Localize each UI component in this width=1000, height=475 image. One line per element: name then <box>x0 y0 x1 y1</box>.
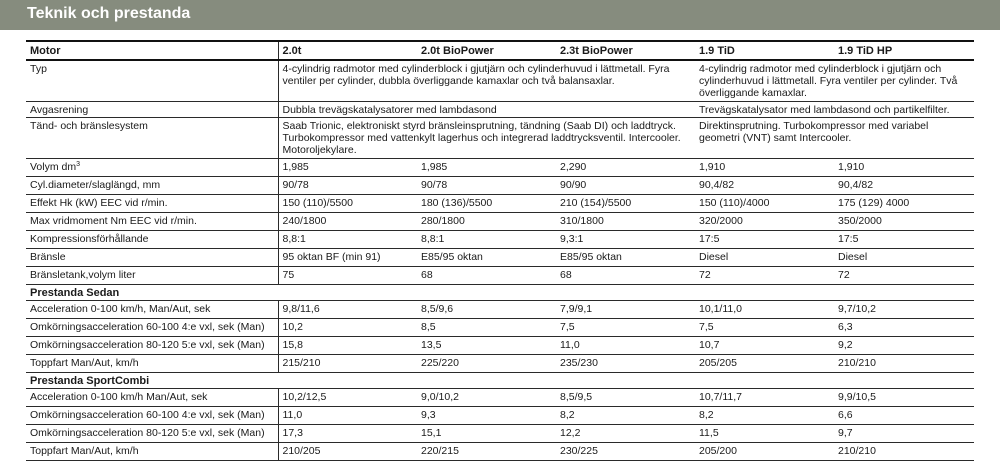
table-cell: 1,910 <box>834 159 974 177</box>
table-cell: 210/205 <box>278 443 417 461</box>
table-row <box>26 177 974 195</box>
table-cell: 9,2 <box>834 337 974 355</box>
table-cell: 7,5 <box>695 319 834 337</box>
table-cell: 320/2000 <box>695 213 834 231</box>
column-header: 2.0t <box>278 41 417 60</box>
row-label: Cyl.diameter/slaglängd, mm <box>26 177 278 195</box>
table-cell: 210/210 <box>834 443 974 461</box>
sedan-performance-rows <box>26 301 974 373</box>
row-label: Omkörningsacceleration 80-120 5:e vxl, sek (Man) <box>26 425 278 443</box>
table-cell: 12,2 <box>556 425 695 443</box>
table-cell: 8,5 <box>417 319 556 337</box>
table-cell: 210 (154)/5500 <box>556 195 695 213</box>
table-cell: 13,5 <box>417 337 556 355</box>
table-row-typ <box>26 60 974 102</box>
table-cell: 68 <box>417 267 556 285</box>
table-cell: 230/225 <box>556 443 695 461</box>
table-cell: 9,9/10,5 <box>834 389 974 407</box>
table-cell: 72 <box>695 267 834 285</box>
row-label: Max vridmoment Nm EEC vid r/min. <box>26 213 278 231</box>
superscript: 3 <box>76 161 81 168</box>
table-cell: 10,1/11,0 <box>695 301 834 319</box>
table-cell: 7,9/9,1 <box>556 301 695 319</box>
table-cell: 9,0/10,2 <box>417 389 556 407</box>
table-cell: 9,3 <box>417 407 556 425</box>
table-cell: 1,910 <box>695 159 834 177</box>
table-cell: 10,2 <box>278 319 417 337</box>
row-label: Kompressionsförhållande <box>26 231 278 249</box>
diesel-type-description: 4-cylindrig radmotor med cylinderblock i gjutjärn och cylinderhuvud i lättmetall. Fyra ventiler per cylinder. Två överliggande kamaxlar. <box>695 60 974 102</box>
sportcombi-performance-rows <box>26 389 974 461</box>
row-label: Bränsle <box>26 249 278 267</box>
table-cell: 72 <box>834 267 974 285</box>
section-title: Prestanda SportCombi <box>26 373 974 389</box>
row-label: Acceleration 0-100 km/h, Man/Aut, sek <box>26 301 278 319</box>
petrol-type-description: 4-cylindrig radmotor med cylinderblock i gjutjärn och cylinderhuvud i lättmetall. Fyra ventiler per cylinder, dubbla överliggande kamaxlar och två balansaxlar. <box>278 60 695 102</box>
table-cell: 8,2 <box>556 407 695 425</box>
table-cell: 350/2000 <box>834 213 974 231</box>
table-cell: 17,3 <box>278 425 417 443</box>
table-row <box>26 195 974 213</box>
table-cell: 2,290 <box>556 159 695 177</box>
table-cell: 8,5/9,5 <box>556 389 695 407</box>
section-header-bar <box>0 0 1000 30</box>
column-header: 2.0t BioPower <box>417 41 556 60</box>
table-cell: 90,4/82 <box>695 177 834 195</box>
row-label: Tänd- och bränslesystem <box>26 118 278 159</box>
table-cell: 95 oktan BF (min 91) <box>278 249 417 267</box>
table-cell: 10,7 <box>695 337 834 355</box>
table-cell: 225/220 <box>417 355 556 373</box>
table-cell: 90,4/82 <box>834 177 974 195</box>
table-row <box>26 301 974 319</box>
table-cell: 10,2/12,5 <box>278 389 417 407</box>
petrol-ignition-description: Saab Trionic, elektroniskt styrd bränsleinsprutning, tändning (Saab DI) och laddtryck. Turbokompressor med vattenkylt lagerhus och integrerad laddtrycksventil. Intercooler. Motoroljekylare. <box>278 118 695 159</box>
row-label: Omkörningsacceleration 80-120 5:e vxl, sek (Man) <box>26 337 278 355</box>
table-cell: 175 (129) 4000 <box>834 195 974 213</box>
table-cell: 15,8 <box>278 337 417 355</box>
column-header: Motor <box>26 41 278 60</box>
table-cell: Diesel <box>695 249 834 267</box>
section-title-row <box>26 373 974 389</box>
table-row <box>26 337 974 355</box>
table-cell: 180 (136)/5500 <box>417 195 556 213</box>
table-cell: 310/1800 <box>556 213 695 231</box>
table-cell: 11,0 <box>556 337 695 355</box>
table-cell: 8,8:1 <box>278 231 417 249</box>
row-label: Toppfart Man/Aut, km/h <box>26 355 278 373</box>
table-row <box>26 355 974 373</box>
table-row <box>26 231 974 249</box>
table-row <box>26 443 974 461</box>
table-cell: 90/90 <box>556 177 695 195</box>
table-cell: E85/95 oktan <box>556 249 695 267</box>
table-cell: 9,7/10,2 <box>834 301 974 319</box>
table-cell: 11,5 <box>695 425 834 443</box>
table-cell: 1,985 <box>278 159 417 177</box>
table-cell: 280/1800 <box>417 213 556 231</box>
table-cell: 8,2 <box>695 407 834 425</box>
diesel-ignition-description: Direktinsprutning. Turbokompressor med variabel geometri (VNT) samt Intercooler. <box>695 118 974 159</box>
table-row <box>26 425 974 443</box>
table-cell: 220/215 <box>417 443 556 461</box>
row-label <box>26 159 278 177</box>
table-cell: 210/210 <box>834 355 974 373</box>
table-row <box>26 213 974 231</box>
specifications-table <box>26 40 974 461</box>
section-title-row <box>26 285 974 301</box>
table-cell: 9,7 <box>834 425 974 443</box>
section-title: Prestanda Sedan <box>26 285 974 301</box>
table-cell: 90/78 <box>278 177 417 195</box>
table-cell: 68 <box>556 267 695 285</box>
table-cell: 1,985 <box>417 159 556 177</box>
table-cell: 17:5 <box>834 231 974 249</box>
row-label: Bränsletank,volym liter <box>26 267 278 285</box>
table-cell: 205/205 <box>695 355 834 373</box>
table-cell: 75 <box>278 267 417 285</box>
table-cell: 235/230 <box>556 355 695 373</box>
table-row <box>26 389 974 407</box>
table-cell: 6,3 <box>834 319 974 337</box>
row-label: Omkörningsacceleration 60-100 4:e vxl, sek (Man) <box>26 319 278 337</box>
column-header: 1.9 TiD <box>695 41 834 60</box>
table-cell: E85/95 oktan <box>417 249 556 267</box>
table-row-tandsystem <box>26 118 974 159</box>
table-cell: 10,7/11,7 <box>695 389 834 407</box>
table-row-volym <box>26 159 974 177</box>
table-cell: 8,5/9,6 <box>417 301 556 319</box>
row-label-text: Volym dm <box>30 161 77 173</box>
row-label: Avgasrening <box>26 102 278 118</box>
petrol-exhaust-description: Dubbla trevägskatalysatorer med lambdasond <box>278 102 695 118</box>
table-cell: 205/200 <box>695 443 834 461</box>
diesel-exhaust-description: Trevägskatalysator med lambdasond och partikelfilter. <box>695 102 974 118</box>
table-cell: 90/78 <box>417 177 556 195</box>
table-cell: 7,5 <box>556 319 695 337</box>
table-cell: 15,1 <box>417 425 556 443</box>
table-cell: 11,0 <box>278 407 417 425</box>
table-cell: 150 (110)/4000 <box>695 195 834 213</box>
column-header: 2.3t BioPower <box>556 41 695 60</box>
table-row <box>26 249 974 267</box>
row-label: Acceleration 0-100 km/h Man/Aut, sek <box>26 389 278 407</box>
table-cell: 6,6 <box>834 407 974 425</box>
row-label: Effekt Hk (kW) EEC vid r/min. <box>26 195 278 213</box>
column-header: 1.9 TiD HP <box>834 41 974 60</box>
engine-rows <box>26 177 974 285</box>
row-label: Toppfart Man/Aut, km/h <box>26 443 278 461</box>
table-cell: 17:5 <box>695 231 834 249</box>
table-cell: 9,3:1 <box>556 231 695 249</box>
row-label: Typ <box>26 60 278 102</box>
table-cell: 9,8/11,6 <box>278 301 417 319</box>
table-row <box>26 319 974 337</box>
table-cell: Diesel <box>834 249 974 267</box>
table-cell: 8,8:1 <box>417 231 556 249</box>
table-header-row <box>26 41 974 60</box>
table-cell: 240/1800 <box>278 213 417 231</box>
page-title: Teknik och prestanda <box>27 5 191 22</box>
table-cell: 215/210 <box>278 355 417 373</box>
table-row <box>26 407 974 425</box>
table-row <box>26 267 974 285</box>
table-cell: 150 (110)/5500 <box>278 195 417 213</box>
table-row-avgasrening <box>26 102 974 118</box>
row-label: Omkörningsacceleration 60-100 4:e vxl, sek (Man) <box>26 407 278 425</box>
